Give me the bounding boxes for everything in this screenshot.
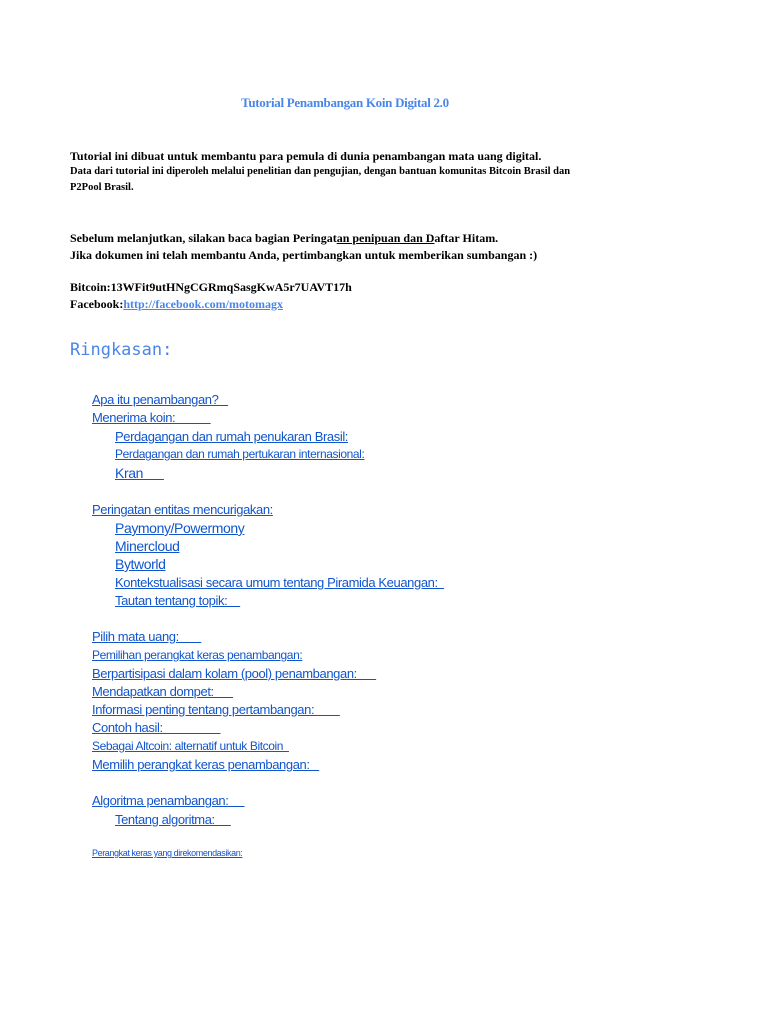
toc-item[interactable]: Peringatan entitas mencurigakan:	[92, 502, 273, 517]
summary-heading: Ringkasan:	[70, 340, 173, 360]
toc-item[interactable]: Menerima koin:	[92, 410, 211, 425]
facebook-line	[70, 297, 283, 312]
toc-item[interactable]: Mendapatkan dompet:	[92, 684, 234, 699]
facebook-link[interactable]: http://facebook.com/motomagx	[123, 297, 283, 311]
toc-item[interactable]: Berpartisipasi dalam kolam (pool) penambangan:	[92, 666, 377, 681]
toc-item[interactable]: Contoh hasil:	[92, 720, 221, 735]
toc-item[interactable]: Kontekstualisasi secara umum tentang Piramida Keuangan:	[115, 575, 445, 590]
facebook-label: Facebook:	[70, 297, 124, 311]
intro-line-3: P2Pool Brasil.	[70, 182, 134, 193]
toc-item[interactable]: Apa itu penambangan?	[92, 392, 229, 407]
toc-item[interactable]: Algoritma penambangan:	[92, 793, 245, 808]
bitcoin-address: Bitcoin:13WFit9utHNgCGRmqSasgKwA5r7UAVT17h	[70, 280, 352, 294]
toc-item[interactable]: Sebagai Altcoin: alternatif untuk Bitcoin	[92, 739, 289, 753]
warning-link[interactable]: an penipuan dan D	[336, 231, 435, 245]
notice-text-a: Sebelum melanjutkan, silakan baca bagian Peringat	[70, 231, 337, 245]
toc-item[interactable]: Memilih perangkat keras penambangan:	[92, 757, 320, 772]
toc-item[interactable]: Paymony/Powermony	[115, 520, 245, 536]
notice-line-2: Jika dokumen ini telah membantu Anda, pertimbangkan untuk memberikan sumbangan :)	[70, 248, 538, 262]
toc-item[interactable]: Tautan tentang topik:	[115, 593, 241, 608]
toc-item[interactable]: Perdagangan dan rumah penukaran Brasil:	[115, 429, 349, 444]
notice-text-c: aftar Hitam.	[434, 231, 499, 245]
intro-line-2: Data dari tutorial ini diperoleh melalui penelitian dan pengujian, dengan bantuan komunitas Bitcoin Brasil dan	[70, 166, 571, 177]
toc-item[interactable]: Perangkat keras yang direkomendasikan:	[92, 848, 243, 858]
toc-item[interactable]: Informasi penting tentang pertambangan:	[92, 702, 340, 717]
toc-item[interactable]: Kran	[115, 465, 164, 481]
toc-item[interactable]: Pemilihan perangkat keras penambangan:	[92, 648, 303, 662]
document-title: Tutorial Penambangan Koin Digital 2.0	[241, 95, 449, 110]
toc-item[interactable]: Pilih mata uang:	[92, 629, 202, 644]
toc-item[interactable]: Bytworld	[115, 556, 166, 572]
notice-line-1	[70, 231, 498, 246]
intro-line-1: Tutorial ini dibuat untuk membantu para pemula di dunia penambangan mata uang digital.	[70, 149, 542, 163]
toc-item[interactable]: Tentang algoritma:	[115, 812, 231, 827]
toc-item[interactable]: Minercloud	[115, 538, 180, 554]
toc-item[interactable]: Perdagangan dan rumah pertukaran internasional:	[115, 447, 365, 461]
